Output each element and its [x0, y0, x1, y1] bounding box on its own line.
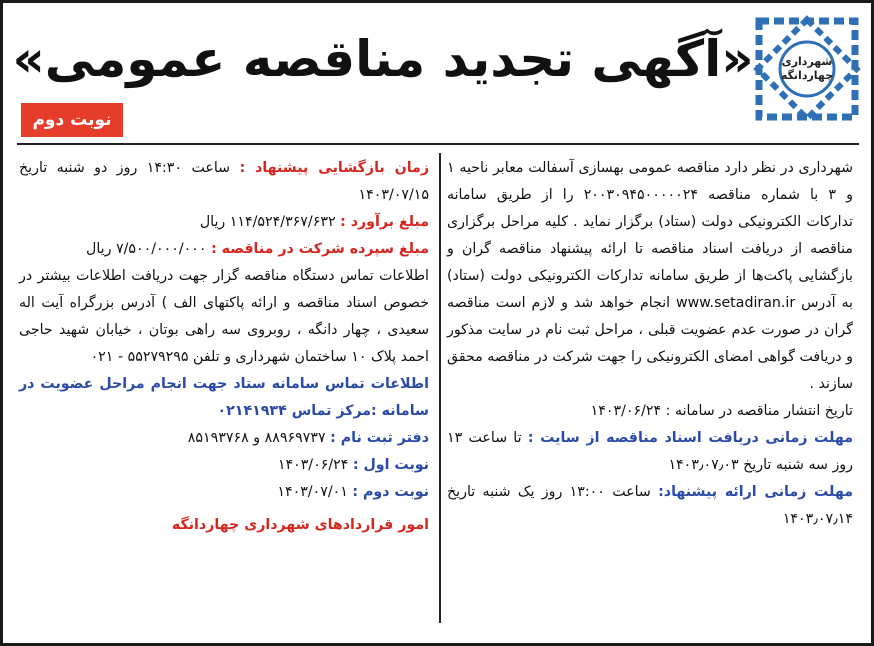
- intro-text: شهرداری در نظر دارد مناقصه عمومی بهسازی آسفالت معابر ناحیه ۱ و ۳ با شماره مناقصه ۲۰۰۳۰۹۴۵۰۰۰۰۰۲۴ را از طریق سامانه تدارکات الکترونیکی دولت (ستاد) برگزار نماید . کلیه مراحل برگزاری مناقصه از دریافت اسناد مناقصه تا ارائه پیشنهاد مناقصه گران و بازگشایی پاکت‌ها از طریق سامانه تدارکات الکترونیکی دولت (ستاد) به آدرس www.setadiran.ir انجام خواهد شد و لازم است مناقصه گران در صورت عدم عضویت قبلی ، مراحل ثبت نام در سایت مذکور و دریافت گواهی امضای الکترونیکی را جهت شرکت در مناقصه محقق سازند .: [447, 160, 853, 392]
- registry: [19, 425, 429, 452]
- signature: امور قراردادهای شهرداری چهاردانگه: [171, 517, 429, 533]
- doc-deadline: [447, 425, 853, 479]
- offer-deadline-label: مهلت زمانی ارائه پیشنهاد:: [658, 484, 853, 500]
- turn-badge: نوبت دوم: [21, 103, 123, 137]
- estimate: [19, 209, 429, 236]
- deposit-value: ۷/۵۰۰/۰۰۰/۰۰۰ ریال: [86, 241, 207, 257]
- offer-deadline-value: ساعت ۱۳:۰۰ روز یک شنبه تاریخ ۱۴۰۳٫۰۷٫۱۴: [447, 484, 853, 527]
- opening-label: زمان بازگشایی پیشنهاد :: [239, 160, 429, 176]
- deposit-label: مبلغ سپرده شرکت در مناقصه :: [211, 241, 429, 257]
- first-turn-value: ۱۴۰۳/۰۶/۲۴: [277, 457, 349, 473]
- estimate-value: ۱۱۴/۵۲۴/۳۶۷/۶۳۲ ریال: [199, 214, 336, 230]
- doc-deadline-label: مهلت زمانی دریافت اسناد مناقصه از سایت :: [527, 430, 854, 446]
- setad-contact: اطلاعات تماس سامانه ستاد جهت انجام مراحل عضویت در سامانه :مرکز تماس ۰۲۱۴۱۹۳۴: [19, 376, 429, 419]
- opening-value: ساعت ۱۴:۳۰ روز دو شنبه تاریخ ۱۴۰۳/۰۷/۱۵: [19, 160, 429, 203]
- first-turn-label: نوبت اول :: [352, 457, 429, 473]
- second-turn: [19, 479, 429, 506]
- header: [13, 11, 753, 106]
- second-turn-label: نوبت دوم :: [352, 484, 429, 500]
- publish-date: تاریخ انتشار مناقصه در سامانه : ۱۴۰۳/۰۶/۲۴: [590, 403, 853, 419]
- contact-text: اطلاعات تماس دستگاه مناقصه گزار جهت دریافت اطلاعات بیشتر در خصوص اسناد مناقصه و ارائه پاکتهای الف ) آدرس بزرگراه آیت اله سعیدی ، چهار دانگه ، روبروی سه راهی بوتان ، خیابان شهید حاجی احمد پلاک ۱۰ ساختمان شهرداری و تلفن ۵۵۲۷۹۲۹۵ - ۰۲۱: [19, 268, 429, 365]
- registry-label: دفتر ثبت نام :: [330, 430, 429, 446]
- opening-time: [19, 155, 429, 209]
- deposit: [19, 236, 429, 263]
- header-divider: [17, 143, 859, 145]
- column-divider: [439, 153, 441, 623]
- estimate-label: مبلغ برآورد :: [340, 214, 429, 230]
- doc-deadline-value: تا ساعت ۱۳ روز سه شنبه تاریخ ۱۴۰۳٫۰۷٫۰۳: [447, 430, 853, 473]
- municipality-logo: [753, 15, 861, 123]
- second-turn-value: ۱۴۰۳/۰۷/۰۱: [277, 484, 348, 500]
- page-title: «آگهی تجدید مناقصه عمومی»: [12, 29, 754, 88]
- logo-text: شهرداری چهاردانگه: [780, 55, 834, 82]
- left-column: [19, 155, 429, 539]
- offer-deadline: [447, 479, 853, 533]
- right-column: [447, 155, 853, 533]
- registry-value: ۸۸۹۶۹۷۳۷ و ۸۵۱۹۳۷۶۸: [187, 430, 326, 446]
- first-turn: [19, 452, 429, 479]
